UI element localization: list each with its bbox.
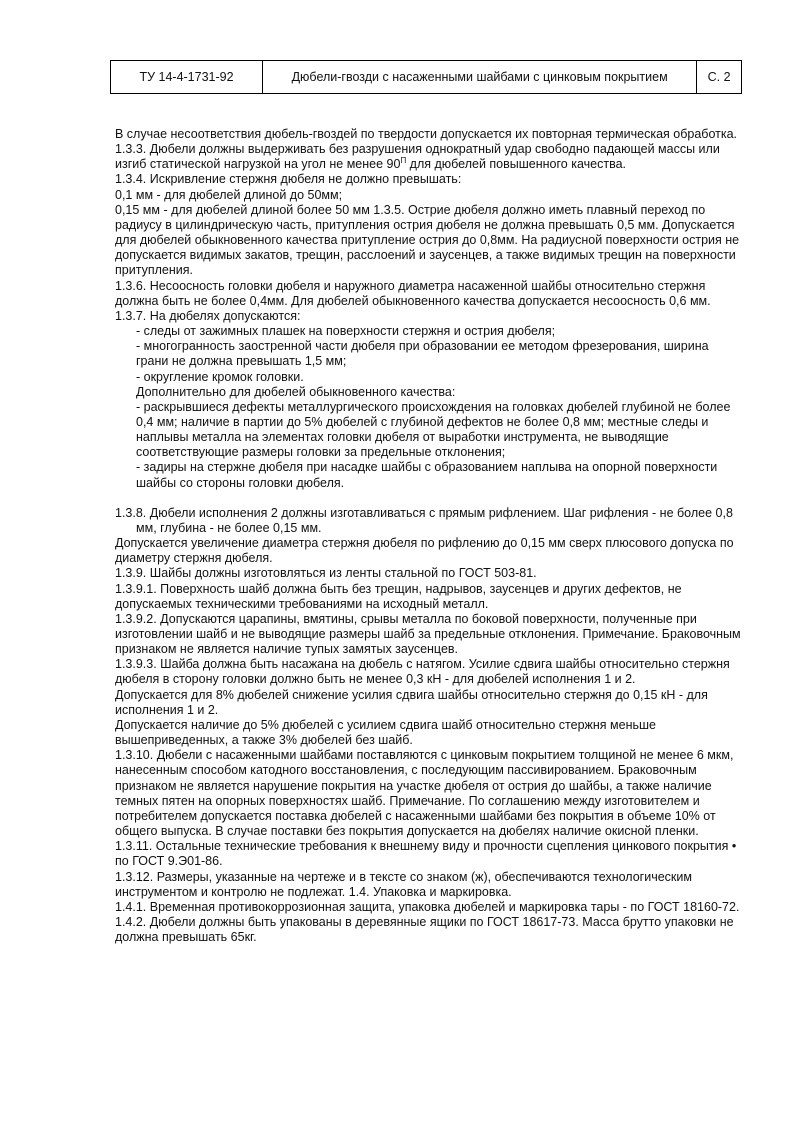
list-item: - задиры на стержне дюбеля при насадке шайбы с образованием наплыва на опорной поверхности шайбы со стороны головки дюбеля.: [136, 460, 718, 490]
paragraph-1-3-4: 1.3.4. Искривление стержня дюбеля не должно превышать:: [115, 172, 462, 187]
doc-code: ТУ 14-4-1731-92: [111, 61, 263, 93]
paragraph-1-3-6: 1.3.6. Несоосность головки дюбеля и наружного диаметра насаженной шайбы относительно стержня должна быть не более 0,4мм. Для дюбелей обыкновенного качества допускается несоосность 0,6 мм.: [115, 278, 711, 308]
paragraph-1-3-9-3: 1.3.9.3. Шайба должна быть насажана на дюбель с натягом. Усилие сдвига шайбы относительно стержня дюбеля в сторону головки должно быть не менее 0,3 кН - для дюбелей исполнения 1 и 2.: [115, 657, 730, 687]
paragraph: Допускается для 8% дюбелей снижение усилия сдвига шайбы относительно стержня до 0,15 кН - для исполнения 1 и 2.: [115, 687, 708, 717]
list-item: - многогранность заостренной части дюбеля при образовании ее методом фрезерования, ширина грани не должна превышать 1,5 мм;: [136, 339, 709, 369]
superscript: П: [400, 156, 407, 166]
list-item: - округление кромок головки.: [136, 369, 304, 384]
paragraph: Допускается увеличение диаметра стержня дюбеля по рифлению до 0,15 мм сверх плюсового допуска по диаметру стержня дюбеля.: [115, 536, 734, 566]
paragraph-1-3-9-2: 1.3.9.2. Допускаются царапины, вмятины, срывы металла по боковой поверхности, полученные при изготовлении шайб и не выводящие размеры шайб за предельные отклонения. Примечание. Браковочным признаком не является наличие тупых замятых заусенцев.: [115, 611, 741, 657]
paragraph-1-3-8: 1.3.8. Дюбели исполнения 2 должны изготавливаться с прямым рифлением. Шаг рифления - не более 0,8 мм, глубина - не более 0,15 мм.: [115, 505, 733, 535]
paragraph-1-3-7: 1.3.7. На дюбелях допускаются:: [115, 308, 301, 323]
list-item: - следы от зажимных плашек на поверхности стержня и острия дюбеля;: [136, 324, 556, 339]
page-header: [110, 60, 742, 94]
paragraph: 0,1 мм - для дюбелей длиной до 50мм;: [115, 187, 343, 202]
paragraph-1-3-12: 1.3.12. Размеры, указанные на чертеже и в тексте со знаком (ж), обеспечиваются технологическим инструментом и контролю не подлежат. 1.4. Упаковка и маркировка.: [115, 869, 692, 899]
paragraph-1-4-1: 1.4.1. Временная противокоррозионная защита, упаковка дюбелей и маркировка тары - по ГОСТ 18160-72.: [115, 899, 740, 914]
doc-title: Дюбели-гвозди с насаженными шайбами с цинковым покрытием: [263, 61, 697, 93]
paragraph-1-3-9-1: 1.3.9.1. Поверхность шайб должна быть без трещин, надрывов, заусенцев и других дефектов, не допускаемых техническими требованиями на исходный металл.: [115, 581, 682, 611]
list-item: Дополнительно для дюбелей обыкновенного качества:: [136, 384, 456, 399]
paragraph-text: для дюбелей повышенного качества.: [406, 157, 626, 172]
paragraph-1-3-3: [115, 142, 743, 172]
paragraph-text: 1.3.3. Дюбели должны выдерживать без разрушения однократный удар свободно падающей массы или изгиб статической нагрузкой на угол не менее 90: [115, 142, 720, 172]
paragraph: Допускается наличие до 5% дюбелей с усилием сдвига шайб относительно стержня меньше вышеприведенных, а также 3% дюбелей без шайб.: [115, 717, 656, 748]
paragraph-1-3-11: 1.3.11. Остальные технические требования к внешнему виду и прочности сцепления цинкового покрытия • по ГОСТ 9.Э01-86.: [115, 839, 737, 869]
paragraph: В случае несоответствия дюбель-гвоздей по твердости допускается их повторная термическая обработка.: [115, 127, 738, 141]
paragraph-1-4-2: 1.4.2. Дюбели должны быть упакованы в деревянные ящики по ГОСТ 18617-73. Масса брутто упаковки не должна превышать 65кг.: [115, 914, 734, 945]
paragraph-1-3-10: 1.3.10. Дюбели с насаженными шайбами поставляются с цинковым покрытием толщиной не менее 6 мкм, нанесенным способом катодного восстановления, с последующим пассивированием. Браковочным признаком не является нарушение покрытия на участке дюбеля от острия до шайбы, а также наличие темных пятен на опорных поверхностях шайб. Примечание. По соглашению между изготовителем и потребителем допускается поставка дюбелей с насаженными шайбами без покрытия в объеме 10% от общего выпуска. В случае поставки без покрытия допускается на дюбелях наличие окисной пленки.: [115, 748, 734, 839]
paragraph-1-3-9: 1.3.9. Шайбы должны изготовляться из ленты стальной по ГОСТ 503-81.: [115, 566, 537, 581]
spacer: [115, 491, 743, 506]
document-body: [115, 127, 743, 945]
page-number: С. 2: [707, 70, 731, 84]
paragraph: 0,15 мм - для дюбелей длиной более 50 мм 1.3.5. Острие дюбеля должно иметь плавный переход по радиусу в цилиндрическую часть, притупления острия дюбеля не должна превышать 0,5 мм. Допускается для дюбелей обыкновенного качества притупление острия до 0,8мм. На радиусной поверхности острия не допускается видимых закатов, трещин, расслоений и заусенцев, а также видимых трещин на поверхности притупления.: [115, 202, 740, 278]
list-item: - раскрывшиеся дефекты металлургического происхождения на головках дюбелей глубиной не более 0,4 мм; наличие в партии до 5% дюбелей с глубиной дефектов не более 0,8 мм; местные следы и наплывы металла на элементах головки дюбеля от выработки инструмента, не выводящие соответствующие размеры головки за предельные отклонения;: [136, 399, 731, 460]
